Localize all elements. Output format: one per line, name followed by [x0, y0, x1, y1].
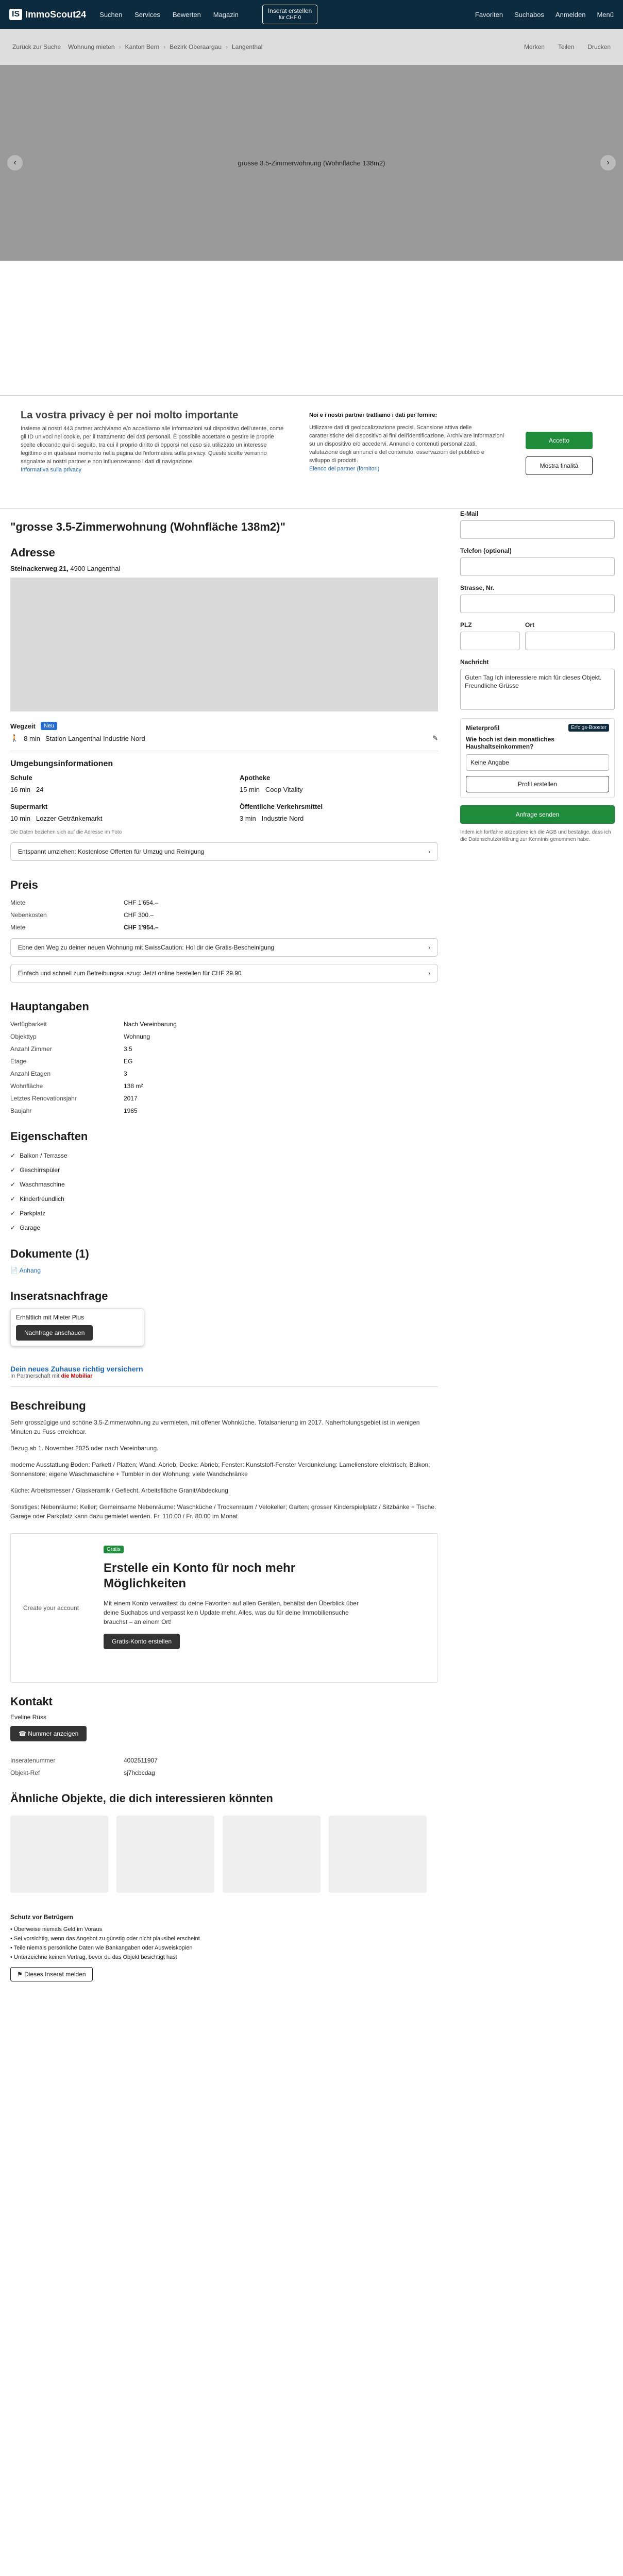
- crumb-3[interactable]: Bezirk Oberaargau: [170, 43, 222, 50]
- send-request-button[interactable]: Anfrage senden: [460, 805, 615, 824]
- contact-name: Eveline Rüss: [10, 1714, 47, 1721]
- new-badge: Neu: [41, 722, 57, 730]
- check-icon: ✓: [10, 1166, 16, 1174]
- privacy-policy-link[interactable]: Informativa sulla privacy: [21, 467, 81, 473]
- income-select[interactable]: Keine Angabe: [466, 754, 609, 771]
- tenant-profile-box: Mieterprofil Erfolgs-Booster Wie hoch ist dein monatliches Haushaltseinkommen? Keine Angabe Profil erstellen: [460, 718, 615, 798]
- listing-title: "grosse 3.5-Zimmerwohnung (Wohnfläche 138m2)": [10, 520, 285, 533]
- save-button[interactable]: Merken: [524, 43, 545, 50]
- message-field[interactable]: Guten Tag Ich interessiere mich für dieses Objekt. Freundliche Grüsse: [460, 669, 615, 710]
- environment-note: Die Daten beziehen sich auf die Adresse im Foto: [10, 829, 122, 835]
- price-heading: Preis: [10, 878, 38, 891]
- menu-button[interactable]: Menü: [597, 10, 614, 19]
- create-profile-button[interactable]: Profil erstellen: [466, 776, 609, 792]
- photo-gallery[interactable]: [0, 65, 623, 261]
- debt-register-banner[interactable]: Einfach und schnell zum Betreibungsauszug: Jetzt online bestellen für CHF 29.90 ›: [10, 964, 438, 982]
- similar-card[interactable]: [116, 1816, 214, 1893]
- similar-heading: Ähnliche Objekte, die dich interessieren könnten: [10, 1792, 273, 1805]
- partners-title: Noi e i nostri partner trattiamo i dati per fornire:: [309, 412, 437, 418]
- check-icon: ✓: [10, 1152, 16, 1159]
- next-photo-icon[interactable]: ›: [600, 155, 616, 171]
- features-heading: Eigenschaften: [10, 1130, 88, 1143]
- similar-card[interactable]: [10, 1816, 108, 1893]
- print-button[interactable]: Drucken: [587, 43, 611, 50]
- accept-button[interactable]: Accetto: [526, 432, 593, 449]
- top-navigation: [0, 0, 623, 29]
- environment-heading: Umgebungsinformationen: [10, 759, 113, 768]
- back-link[interactable]: Zurück zur Suche: [12, 43, 61, 50]
- attachment-link[interactable]: 📄 Anhang: [10, 1267, 41, 1274]
- crumb-2[interactable]: Kanton Bern: [125, 43, 160, 50]
- similar-card[interactable]: [329, 1816, 427, 1893]
- main-info-table: Verfügbarkeit Nach Vereinbarung Objekttyp Wohnung Anzahl Zimmer 3.5 Etage EG Anzahl Etagen 3 Wohnfläche 138 m² Letztes Renovationsjahr 2017 Baujahr 1985: [10, 1021, 177, 1114]
- demand-heading: Inseratsnachfrage: [10, 1290, 108, 1302]
- swisscaution-banner[interactable]: Ebne den Weg zu deiner neuen Wohnung mit SwissCaution: Hol dir die Gratis-Bescheinigung ›: [10, 938, 438, 957]
- insurance-banner[interactable]: Dein neues Zuhause richtig versichern In Partnerschaft mit die Mobiliar: [10, 1365, 438, 1387]
- login-link[interactable]: Anmelden: [555, 10, 586, 19]
- breadcrumb-bar: [0, 29, 623, 65]
- description-text: Sonstiges: Nebenräume: Keller; Gemeinsame Nebenräume: Waschküche / Trockenraum / Velokeller; Garten; grosser Kinderspielplatz / Sitzbänke + Tische. Garage oder Parkplatz kann dazu gemietet werden. Fr. 110.00 / Fr. 80.00 im Monat: [10, 1503, 436, 1520]
- file-icon: 📄: [10, 1267, 18, 1274]
- contact-heading: Kontakt: [10, 1695, 53, 1708]
- partners-link[interactable]: Elenco dei partner (fornitori): [309, 466, 380, 472]
- phone-icon: ☎: [19, 1730, 26, 1737]
- privacy-dialog: [0, 395, 623, 509]
- mobiliar-logo: die Mobiliar: [61, 1373, 93, 1379]
- check-icon: ✓: [10, 1224, 16, 1231]
- route-heading: Wegzeit: [10, 722, 36, 730]
- description-text: Küche: Arbeitsmesser / Glaskeramik / Geflecht. Arbeitsfläche Granit/Abdeckung: [10, 1487, 228, 1494]
- insert-listing-button[interactable]: Inserat erstellen für CHF 0: [262, 5, 317, 24]
- check-icon: ✓: [10, 1181, 16, 1188]
- prev-photo-icon[interactable]: ‹: [7, 155, 23, 171]
- check-icon: ✓: [10, 1210, 16, 1217]
- listing-ids: Inseratenummer 4002511907 Objekt-Ref sj7hcbcdag: [10, 1757, 158, 1776]
- report-listing-button[interactable]: ⚑ Dieses Inserat melden: [10, 1967, 93, 1981]
- city-field[interactable]: [525, 632, 615, 650]
- email-field[interactable]: [460, 520, 615, 539]
- privacy-title: La vostra privacy è per noi molto importante: [21, 410, 239, 421]
- listing-main: "grosse 3.5-Zimmerwohnung (Wohnfläche 138m2)" Adresse Steinackerweg 21, 4900 Langenthal Wegzeit Neu 🚶 8 min Station Langenthal Industrie Nord ✎ Umgebungsinformationen Schule 16 min 24 Apotheke 15 min Coop Vitality Supermarkt 10 min Lozzer Getränkemarkt Öffentliche Verkehrsmittel 3 min Industrie Nord Die Daten beziehen sich auf die Adresse im Foto Entspannt umziehen: Kostenlose Offerten für Umzug und Reinigung › Preis Miete CHF 1'654.– Nebenkosten CHF 300.– Miete CHF 1'954.– Ebne den Weg zu deiner neuen Wohnung mit SwissCaution: Hol dir die Gratis-Bescheinigung › Einfach und schnell zum Betreibungsauszug: Jetzt online bestellen für CHF 29.90 › Hauptangaben Verfügbarkeit Nach Vereinbarung Objekttyp Wohnung Anzahl Zimmer 3.5 Etage EG Anzahl Etagen 3 Wohnfläche 138 m² Letztes Renovationsjahr 2017 Baujahr 1985 Eigenschaften ✓ Balkon / Terrasse ✓ Geschirrspüler ✓ Waschmaschine ✓ Kinderfreundlich ✓ Parkplatz ✓ Garage Dokumente (1) 📄 Anhang Inseratsnachfrage Erhältlich mit Mieter Plus Nachfrage anschauen Dein neues Zuhause richtig versichern In Partnerschaft mit die Mobiliar Beschreibung Sehr grosszügige und schöne 3.5-Zimmerwohnung zu vermieten, mit offener Wohnküche. Totalsanierung im 2017. Naherholungsgebiet ist in wenigen Minuten zu Fuss erreichbar. Bezug ab 1. November 2025 oder nach Vereinbarung. moderne Ausstattung Boden: Parkett / Platten; Wand: Abrieb; Decke: Abrieb; Fenster: Kunststoff-Fenster Verdunkelung: Lamellenstore elektrisch; Balkon; Sonnenstore; eigene Waschmaschine + Tumbler in der Wohnung; viele Wandschränke Küche: Arbeitsmesser / Glaskeramik / Geflecht. Arbeitsfläche Granit/Abdeckung Sonstiges: Nebenräume: Keller; Gemeinsame Nebenräume: Waschküche / Trockenraum / Velokeller; Garten; grosser Kinderspielplatz / Sitzbänke + Tische. Garage oder Parkplatz kann dazu gemietet werden. Fr. 110.00 / Fr. 80.00 im Monat Create your account Gratis Erstelle ein Konto für noch mehr Möglichkeiten Mit einem Konto verwaltest du deine Favoriten auf allen Geräten, behältst den Überblick über deine Suchabos und verpasst kein Update mehr. Alles, was du für deine Immobiliensuche brauchst – an einem Ort! Gratis-Konto erstellen Kontakt Eveline Rüss ☎ Nummer anzeigen Inseratenummer 4002511907 Objekt-Ref sj7hcbcdag Ähnliche Objekte, die dich interessieren könnten Schutz vor Betrügern • Überweise niemals Geld im Voraus • Sei vorsichtig, wenn das Angebot zu günstig oder nicht plausibel erscheint • Teile niemals persönliche Daten wie Bankangaben oder Ausweiskopien • Unterzeichne keinen Vertrag, bevor du das Objekt besichtigt hast ⚑ Dieses Inserat melden: [10, 515, 438, 1981]
- breadcrumb: Wohnung mieten › Kanton Bern › Bezirk Oberaargau › Langenthal: [68, 43, 263, 50]
- favorites-link[interactable]: Favoriten: [475, 10, 503, 19]
- gallery-caption: grosse 3.5-Zimmerwohnung (Wohnfläche 138m2): [238, 159, 385, 167]
- privacy-text: Insieme ai nostri 443 partner archiviamo e/o accediamo alle informazioni sul dispositivo dell'utente, come gli ID univoci nei cookie, per il trattamento dei dati personali. È possibile accettare o gestire le proprie scelte cliccando qui di seguito, tra cui il proprio diritto di opporsi nel caso sia utilizzato un interesse legittimo o in qualsiasi momento nella pagina dell'informativa sulla privacy. Queste scelte verranno segnalate ai nostri partner e non influenzeranno i dati di navigazione.: [21, 426, 284, 465]
- flag-icon: ⚑: [17, 1971, 23, 1978]
- edit-icon[interactable]: ✎: [432, 734, 438, 742]
- show-number-button[interactable]: ☎ Nummer anzeigen: [10, 1726, 87, 1741]
- logo[interactable]: IS ImmoScout24: [9, 9, 86, 20]
- environment-grid: Schule 16 min 24 Apotheke 15 min Coop Vitality Supermarkt 10 min Lozzer Getränkemarkt Öffentliche Verkehrsmittel 3 min Industrie Nord: [10, 774, 323, 822]
- walk-icon: 🚶: [10, 734, 19, 742]
- documents-heading: Dokumente (1): [10, 1247, 89, 1260]
- phone-field[interactable]: [460, 557, 615, 576]
- map[interactable]: [10, 578, 438, 711]
- show-purposes-button[interactable]: Mostra finalità: [526, 456, 593, 475]
- chevron-right-icon: ›: [428, 848, 430, 855]
- saved-searches-link[interactable]: Suchabos: [514, 10, 544, 19]
- view-demand-button[interactable]: Nachfrage anschauen: [16, 1325, 93, 1341]
- street-field[interactable]: [460, 595, 615, 613]
- description-text: Bezug ab 1. November 2025 oder nach Vereinbarung.: [10, 1445, 159, 1452]
- contact-form: E-Mail Telefon (optional) Strasse, Nr. PLZ Ort Nachricht Guten Tag Ich interessiere mich für dieses Objekt. Freundliche Grüsse Mieterprofil Erfolgs-Booster Wie hoch ist dein monatliches Haushaltseinkommen? Keine Angabe Profil erstellen Anfrage senden Indem ich fortfahre akzeptiere ich die AGB und bestätige, dass ich die Datenschutzerklärung zur Kenntnis genommen habe.: [460, 510, 615, 843]
- description-text: Sehr grosszügige und schöne 3.5-Zimmerwohnung zu vermieten, mit offener Wohnküche. Totalsanierung im 2017. Naherholungsgebiet ist in wenigen Minuten zu Fuss erreichbar.: [10, 1419, 420, 1435]
- address: Steinackerweg 21, 4900 Langenthal: [10, 565, 121, 572]
- nav-suchen[interactable]: Suchen: [99, 11, 123, 19]
- nav-magazin[interactable]: Magazin: [213, 11, 239, 19]
- check-icon: ✓: [10, 1195, 16, 1202]
- features-list: ✓ Balkon / Terrasse ✓ Geschirrspüler ✓ Waschmaschine ✓ Kinderfreundlich ✓ Parkplatz ✓ Garage: [10, 1152, 68, 1231]
- description-heading: Beschreibung: [10, 1399, 86, 1412]
- fraud-section: Schutz vor Betrügern • Überweise niemals Geld im Voraus • Sei vorsichtig, wenn das Angebot zu günstig oder nicht plausibel erscheint • Teile niemals persönliche Daten wie Bankangaben oder Ausweiskopien • Unterzeichne keinen Vertrag, bevor du das Objekt besichtigt hast ⚑ Dieses Inserat melden: [10, 1913, 438, 1981]
- zip-field[interactable]: [460, 632, 520, 650]
- partners-text: Utilizzare dati di geolocalizzazione precisi. Scansione attiva delle caratteristiche del dispositivo ai fini dell'identificazione. Archiviare informazioni su un dispositivo e/o accedervi. Annunci e contenuti personalizzati, valutazione degli annunci e del contenuto, osservazioni del pubblico e sviluppo di prodotti.: [309, 425, 504, 464]
- crumb-4[interactable]: Langenthal: [232, 43, 263, 50]
- address-heading: Adresse: [10, 546, 55, 559]
- nav-bewerten[interactable]: Bewerten: [172, 11, 201, 19]
- description-text: moderne Ausstattung Boden: Parkett / Platten; Wand: Abrieb; Decke: Abrieb; Fenster: Kunststoff-Fenster Verdunkelung: Lamellenstore elektrisch; Balkon; Sonnenstore; eigene Waschmaschine + Tumbler in der Wohnung; viele Wandschränke: [10, 1461, 430, 1478]
- crumb-1[interactable]: Wohnung mieten: [68, 43, 115, 50]
- create-account-button[interactable]: Gratis-Konto erstellen: [104, 1634, 180, 1649]
- demand-popup: Erhältlich mit Mieter Plus Nachfrage anschauen: [10, 1308, 144, 1346]
- main-info-heading: Hauptangaben: [10, 1000, 89, 1013]
- similar-listings: [10, 1816, 438, 1893]
- price-table: Miete CHF 1'654.– Nebenkosten CHF 300.– Miete CHF 1'954.–: [10, 899, 159, 931]
- move-banner[interactable]: Entspannt umziehen: Kostenlose Offerten für Umzug und Reinigung ›: [10, 842, 438, 861]
- similar-card[interactable]: [223, 1816, 321, 1893]
- share-button[interactable]: Teilen: [558, 43, 575, 50]
- account-promo: Create your account Gratis Erstelle ein Konto für noch mehr Möglichkeiten Mit einem Konto verwaltest du deine Favoriten auf allen Geräten, behältst den Überblick über deine Suchabos und verpasst kein Update mehr. Alles, was du für deine Immobiliensuche brauchst – an einem Ort! Gratis-Konto erstellen: [10, 1533, 438, 1683]
- legal-text: Indem ich fortfahre akzeptiere ich die AGB und bestätige, dass ich die Datenschutzerklärung zur Kenntnis genommen habe.: [460, 829, 611, 842]
- nav-services[interactable]: Services: [134, 11, 160, 19]
